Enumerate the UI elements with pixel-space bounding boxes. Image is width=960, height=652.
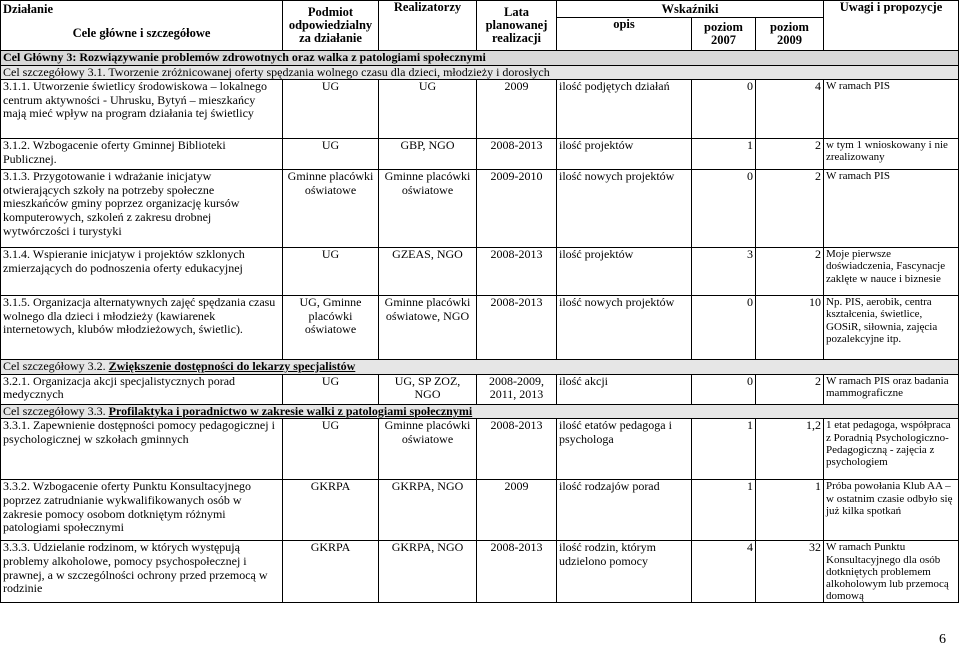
table-row [1,296,959,360]
table-row [1,139,959,170]
header-podmiot: Podmiot odpowiedzialny za działanie [283,1,379,51]
header-poziom-2007: poziom 2007 [692,18,756,51]
row-uwagi: W ramach Punktu Konsultacyjnego dla osób dotkniętych problemem alkoholowym lub przemocą domową [824,541,959,603]
row-poziom-2007: 0 [692,296,756,360]
cel-31: Cel szczegółowy 3.1. Tworzenie zróżnicowanej oferty spędzania wolnego czasu dla dzieci, młodzieży i dorosłych [1,65,959,80]
row-dzialanie: 3.1.3. Przygotowanie i wdrażanie inicjatyw otwierających szkoły na potrzeby społeczne mieszkańców gminy poprzez organizację kursów komputerowych, szkoleń z zakresu drobnej wytwórczości i turystyki [1,170,283,248]
row-lata: 2008-2009, 2011, 2013 [477,374,557,404]
row-poziom-2007: 4 [692,541,756,603]
row-uwagi: W ramach PIS [824,80,959,139]
row-uwagi: Moje pierwsze doświadczenia, Fascynacje zaklęte w nauce i biznesie [824,248,959,296]
table-row [1,480,959,541]
row-uwagi: Próba powołania Klub AA – w ostatnim czasie odbyło się już kilka spotkań [824,480,959,541]
row-lata: 2009 [477,80,557,139]
row-lata: 2008-2013 [477,541,557,603]
row-podmiot: GKRPA [283,480,379,541]
row-uwagi: Np. PIS, aerobik, centra kształcenia, świetlice, GOSiR, siłownia, zajęcia pozalekcyjne itp. [824,296,959,360]
row-uwagi: 1 etat pedagoga, współpraca z Poradnią Psychologiczno-Pedagogiczną - zajęcia z psychologiem [824,419,959,480]
header-lata: Lata planowanej realizacji [477,1,557,51]
row-realizatorzy: GZEAS, NGO [379,248,477,296]
row-podmiot: UG [283,419,379,480]
row-opis: ilość projektów [557,248,692,296]
row-poziom-2009: 2 [756,170,824,248]
row-uwagi: w tym 1 wnioskowany i nie zrealizowany [824,139,959,170]
row-poziom-2009: 1 [756,480,824,541]
row-poziom-2007: 3 [692,248,756,296]
row-podmiot: UG [283,80,379,139]
header-wskazniki: Wskaźniki [557,1,824,18]
row-lata: 2008-2013 [477,296,557,360]
row-dzialanie: 3.3.2. Wzbogacenie oferty Punktu Konsultacyjnego poprzez zatrudnianie wykwalifikowanych osób w zakresie pomocy osobom dotkniętym różnymi patologiami społecznymi [1,480,283,541]
row-opis: ilość projektów [557,139,692,170]
row-dzialanie: 3.1.4. Wspieranie inicjatyw i projektów szklonych zmierzających do podnoszenia oferty edukacyjnej [1,248,283,296]
row-poziom-2007: 1 [692,419,756,480]
cel-glowny: Cel Główny 3: Rozwiązywanie problemów zdrowotnych oraz walka z patologiami społecznymi [1,51,959,66]
table-row [1,248,959,296]
row-lata: 2008-2013 [477,139,557,170]
table-row [1,374,959,404]
row-opis: ilość rodzajów porad [557,480,692,541]
row-poziom-2009: 2 [756,374,824,404]
row-podmiot: UG [283,374,379,404]
row-opis: ilość nowych projektów [557,296,692,360]
row-opis: ilość nowych projektów [557,170,692,248]
row-uwagi: W ramach PIS [824,170,959,248]
header-poziom-2009: poziom 2009 [756,18,824,51]
row-opis: ilość akcji [557,374,692,404]
row-poziom-2009: 2 [756,139,824,170]
cel-32-row [1,360,959,375]
row-realizatorzy: GKRPA, NGO [379,480,477,541]
row-realizatorzy: GBP, NGO [379,139,477,170]
row-lata: 2009-2010 [477,170,557,248]
row-poziom-2007: 1 [692,139,756,170]
row-poziom-2009: 32 [756,541,824,603]
row-poziom-2007: 0 [692,170,756,248]
row-podmiot: UG [283,139,379,170]
row-realizatorzy: Gminne placówki oświatowe [379,419,477,480]
row-podmiot: Gminne placówki oświatowe [283,170,379,248]
header-dzialanie: Działanie [1,1,283,18]
header-cele: Cele główne i szczegółowe [1,18,283,51]
row-poziom-2009: 2 [756,248,824,296]
cel-31-row [1,65,959,80]
row-dzialanie: 3.3.1. Zapewnienie dostępności pomocy pedagogicznej i psychologicznej w szkołach gminnych [1,419,283,480]
row-realizatorzy: UG, SP ZOZ, NGO [379,374,477,404]
table-row [1,170,959,248]
row-lata: 2009 [477,480,557,541]
row-opis: ilość rodzin, którym udzielono pomocy [557,541,692,603]
row-poziom-2009: 1,2 [756,419,824,480]
cel-33-row [1,404,959,419]
row-dzialanie: 3.2.1. Organizacja akcji specjalistycznych porad medycznych [1,374,283,404]
row-lata: 2008-2013 [477,419,557,480]
header-uwagi: Uwagi i propozycje [824,1,959,51]
page-number: 6 [939,632,946,647]
row-podmiot: UG [283,248,379,296]
row-poziom-2007: 1 [692,480,756,541]
row-uwagi: W ramach PIS oraz badania mammograficzne [824,374,959,404]
row-lata: 2008-2013 [477,248,557,296]
row-dzialanie: 3.1.1. Utworzenie świetlicy środowiskowa – lokalnego centrum aktywności - Uhrusku, Bytyń – mieszkańcy mają mieć wpływ na program działania tej świetlicy [1,80,283,139]
row-podmiot: GKRPA [283,541,379,603]
row-realizatorzy: GKRPA, NGO [379,541,477,603]
row-poziom-2009: 4 [756,80,824,139]
header-realizatorzy: Realizatorzy [379,1,477,51]
row-realizatorzy: Gminne placówki oświatowe [379,170,477,248]
row-poziom-2007: 0 [692,80,756,139]
table-row [1,541,959,603]
row-dzialanie: 3.1.5. Organizacja alternatywnych zajęć spędzania czasu wolnego dla dzieci i młodzieży (kawiarenek internetowych, klubów młodzieżowych, świetlic). [1,296,283,360]
row-opis: ilość podjętych działań [557,80,692,139]
row-realizatorzy: Gminne placówki oświatowe, NGO [379,296,477,360]
row-opis: ilość etatów pedagoga i psychologa [557,419,692,480]
cel-32: Cel szczegółowy 3.2. Zwiększenie dostępności do lekarzy specjalistów [1,360,959,375]
row-poziom-2007: 0 [692,374,756,404]
row-realizatorzy: UG [379,80,477,139]
table-row [1,419,959,480]
header-opis: opis [557,18,692,51]
row-dzialanie: 3.1.2. Wzbogacenie oferty Gminnej Biblioteki Publicznej. [1,139,283,170]
row-poziom-2009: 10 [756,296,824,360]
row-dzialanie: 3.3.3. Udzielanie rodzinom, w których występują problemy alkoholowe, pomocy psychospołecznej i prawnej, a w szczególności ochrony przed przemocą w rodzinie [1,541,283,603]
row-podmiot: UG, Gminne placówki oświatowe [283,296,379,360]
table-row [1,80,959,139]
cel-33: Cel szczegółowy 3.3. Profilaktyka i poradnictwo w zakresie walki z patologiami społecznymi [1,404,959,419]
cel-glowny-row [1,51,959,66]
